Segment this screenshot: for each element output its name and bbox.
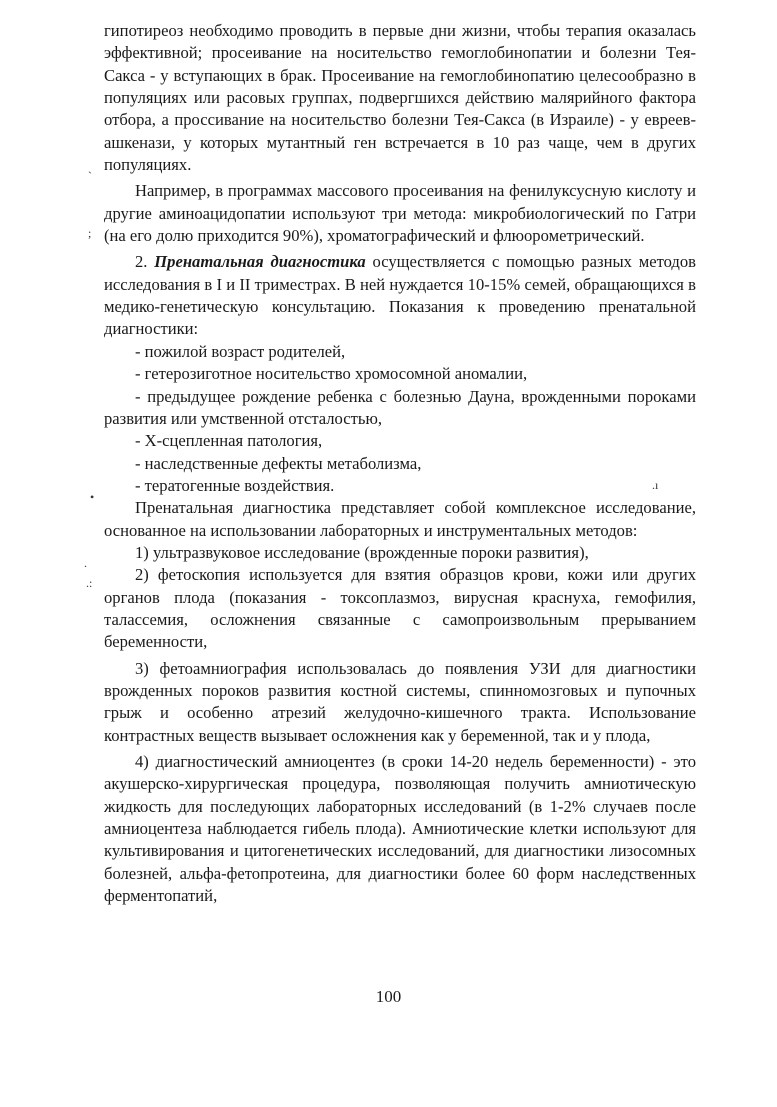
paragraph-methods-intro: Пренатальная диагностика представляет собой комплексное исследование, основанное на использовании лабораторных и инструментальных методов:	[104, 498, 696, 540]
scan-speck: •	[90, 490, 95, 504]
method-item-fetoscopy: 2) фетоскопия используется для взятия образцов крови, кожи или других органов плода (показания - токсоплазмоз, вирусная краснуха, гемофилия, талассемия, осложнения связанные с самопроизвольным прерыванием беременности,	[104, 565, 696, 652]
paragraph-prenatal-diagnostics	[104, 251, 696, 340]
method-item-ultrasound: 1) ультразвуковое исследование (врожденные пороки развития),	[135, 542, 589, 562]
indication-item: - предыдущее рождение ребенка с болезнью Дауна, врожденными пороками развития или умственной отсталостью,	[104, 386, 696, 428]
scan-speck: .:	[86, 576, 93, 590]
method-item-amniocentesis: 4) диагностический амниоцентез (в сроки 14-20 недель беременности) - это акушерско-хирургическая процедура, позволяющая получить амниотическую жидкость для последующих лабораторных исследований (в 1-2% случаев после амниоцентеза наблюдается гибель плода). Амниотические клетки используют для культивирования и цитогенетических исследований, для диагностики лизосомных болезней, альфа-фетопротеина, для диагностики более 60 форм наследственных ферментопатий,	[104, 752, 696, 906]
indication-item: - пожилой возраст родителей,	[135, 341, 346, 361]
section-body: осуществляется с помощью разных методов исследования в I и II триместрах. В ней нуждается 10-15% семей, обращающихся в медико-генетическую консультацию. Показания к проведению пренатальной диагностики:	[104, 252, 696, 339]
body-text	[104, 20, 696, 907]
indication-item: - тератогенные воздействия.	[135, 475, 335, 495]
paragraph-screening-continuation: гипотиреоз необходимо проводить в первые дни жизни, чтобы терапия оказалась эффективной; просеивание на носительство гемоглобинопатии и болезни Тея-Сакса - у вступающих в брак. Просеивание на гемоглобинопатию целесообразно в популяциях или расовых группах, подвергшихся действию малярийного фактора отбора, а проссивание на носительство болезни Тея-Сакса (в Израиле) - у евреев-ашкенази, у которых мутантный ген встречается в 10 раз чаще, чем в других популяциях.	[104, 21, 696, 175]
scan-speck: .ı	[652, 478, 659, 492]
scan-speck: .	[84, 556, 87, 570]
indication-item: - Х-сцепленная патология,	[135, 431, 323, 451]
indication-item: - наследственные дефекты метаболизма,	[135, 453, 422, 473]
method-item-fetoamniography: 3) фетоамниография использовалась до появления УЗИ для диагностики врожденных пороков развития костной системы, спинномозговых и пупочных грыж и особенно атрезий желудочно-кишечного тракта. Использование контрастных веществ вызывает осложнения как у беременной, так и у плода,	[104, 658, 696, 745]
section-number: 2.	[135, 252, 148, 272]
page-number: 100	[375, 987, 402, 1006]
scan-speck: ;	[88, 226, 92, 240]
indication-item: - гетерозиготное носительство хромосомной аномалии,	[135, 364, 528, 384]
scan-speck: ˏ	[88, 160, 92, 174]
paragraph-mass-screening-methods: Например, в программах массового просеивания на фенилуксусную кислоту и другие аминоацидопатии используют три метода: микробиологический по Гатри (на его долю приходится 90%), хроматографический и флюорометрический.	[104, 181, 696, 246]
section-term: Пренатальная диагностика	[154, 252, 366, 272]
